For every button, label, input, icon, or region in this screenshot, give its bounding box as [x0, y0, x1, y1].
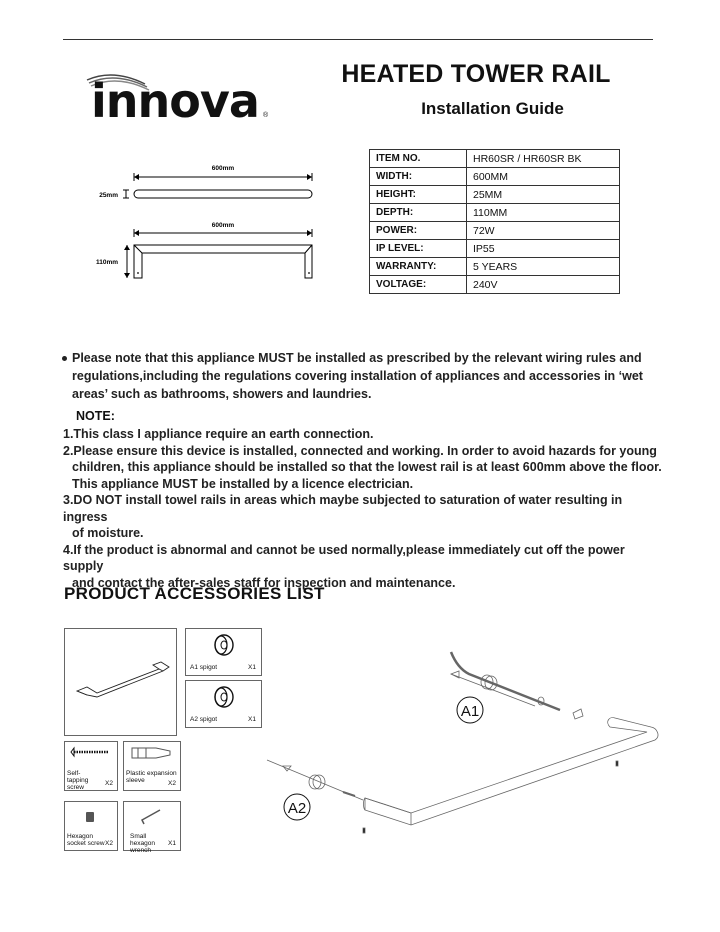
- accessory-hex-wrench: [123, 801, 181, 854]
- logo-wordmark: innova: [91, 74, 259, 128]
- note-line: 4.If the product is abnormal and cannot be used normally,please immediately cut off the power supply: [63, 542, 625, 573]
- towel-rail-icon: [65, 629, 176, 735]
- towel-rail-assembled: [363, 718, 658, 833]
- accessory-qty: X2: [105, 840, 113, 847]
- accessory-a2-spigot: [185, 680, 262, 728]
- wiring-rules-text: Please note that this appliance MUST be installed as prescribed by the relevant wiring rules and regulations,including the regulations covering installation of appliances and accessories in ‘wet areas’ such as bathrooms, showers and laundries.: [72, 351, 643, 401]
- accessory-label: Plastic expansion sleeve: [126, 770, 177, 784]
- spec-row: [370, 150, 620, 168]
- accessory-label: Small hexagon wrench: [130, 833, 155, 854]
- spec-value: 72W: [467, 222, 620, 240]
- spec-value: HR60SR / HR60SR BK: [467, 150, 620, 168]
- registered-mark: ®: [263, 112, 269, 119]
- note-line: of moisture.: [72, 526, 144, 540]
- spec-row: [370, 222, 620, 240]
- spec-row: [370, 168, 620, 186]
- top-height-label: 25mm: [99, 192, 118, 199]
- bullet-icon: [62, 356, 67, 361]
- spec-key: HEIGHT:: [370, 186, 467, 204]
- spec-table: [369, 149, 620, 294]
- a2-fixing-assembly: [267, 760, 363, 800]
- spec-value: IP55: [467, 240, 620, 258]
- note-line: 1.This class I appliance require an earth connection.: [63, 427, 374, 441]
- spec-row: [370, 258, 620, 276]
- note-line: and contact the after-sales staff for inspection and maintenance.: [72, 575, 456, 590]
- note-line: 2.Please ensure this device is installed, connected and working. In order to avoid hazards for young: [63, 443, 657, 458]
- spec-key: VOLTAGE:: [370, 276, 467, 294]
- accessory-label: A1 spigot: [190, 664, 218, 671]
- spigot-icon: [186, 681, 261, 711]
- accessory-label: Self-tapping screw: [67, 770, 89, 791]
- accessory-qty: X2: [105, 780, 113, 787]
- a2-callout: [284, 794, 310, 820]
- svg-text:A1: A1: [460, 703, 480, 720]
- towel-rail-box: [64, 628, 177, 736]
- accessory-label: Hexagon socket screw: [67, 833, 105, 847]
- spec-value: 600MM: [467, 168, 620, 186]
- accessory-expansion-sleeve: [123, 741, 181, 791]
- accessory-a1-spigot: [185, 628, 262, 676]
- spec-value: 240V: [467, 276, 620, 294]
- notes-list: [63, 426, 663, 591]
- spec-key: WIDTH:: [370, 168, 467, 186]
- hex-wrench-icon: [124, 802, 180, 828]
- a1-callout: [457, 697, 483, 723]
- spec-key: POWER:: [370, 222, 467, 240]
- spec-row: [370, 240, 620, 258]
- spec-value: 5 YEARS: [467, 258, 620, 276]
- spec-key: IP LEVEL:: [370, 240, 467, 258]
- spec-value: 25MM: [467, 186, 620, 204]
- accessory-qty: X2: [168, 780, 176, 787]
- top-rule: [63, 39, 653, 40]
- note-line: 3.DO NOT install towel rails in areas which maybe subjected to saturation of water resulting in ingress: [63, 493, 623, 524]
- notes-heading: NOTE:: [76, 409, 115, 423]
- spec-row: [370, 186, 620, 204]
- top-view: [99, 165, 312, 199]
- hex-socket-screw-icon: [65, 802, 117, 828]
- accessory-self-tapping-screw: [64, 741, 118, 791]
- spec-key: WARRANTY:: [370, 258, 467, 276]
- note-line: children, this appliance should be installed so that the lowest rail is at least 600mm above the floor.: [72, 460, 662, 474]
- front-width-label: 600mm: [211, 222, 235, 229]
- accessory-qty: X1: [248, 716, 256, 723]
- front-depth-label: 110mm: [95, 259, 118, 266]
- spec-row: [370, 276, 620, 294]
- top-width-label: 600mm: [211, 165, 235, 172]
- accessory-qty: X1: [248, 664, 256, 671]
- wiring-rules-note: [62, 349, 662, 403]
- accessory-hex-socket-screw: [64, 801, 118, 851]
- page-title: HEATED TOWER RAIL: [341, 60, 611, 88]
- svg-text:A2: A2: [287, 800, 307, 817]
- wall-plug-icon: [124, 742, 180, 764]
- spec-key: DEPTH:: [370, 204, 467, 222]
- front-view: [96, 222, 312, 278]
- brand-logo: [85, 70, 285, 130]
- page-subtitle: Installation Guide: [421, 99, 564, 118]
- assembly-diagram: [255, 630, 675, 850]
- note-line: This appliance MUST be installed by a licence electrician.: [72, 476, 414, 491]
- spigot-icon: [186, 629, 261, 659]
- screw-icon: [65, 742, 117, 764]
- spec-row: [370, 204, 620, 222]
- spec-key: ITEM NO.: [370, 150, 467, 168]
- accessories-heading: PRODUCT ACCESSORIES LIST: [64, 584, 325, 603]
- spec-value: 110MM: [467, 204, 620, 222]
- accessory-label: A2 spigot: [190, 716, 218, 723]
- dimension-drawing: [80, 155, 330, 285]
- accessory-qty: X1: [168, 840, 176, 847]
